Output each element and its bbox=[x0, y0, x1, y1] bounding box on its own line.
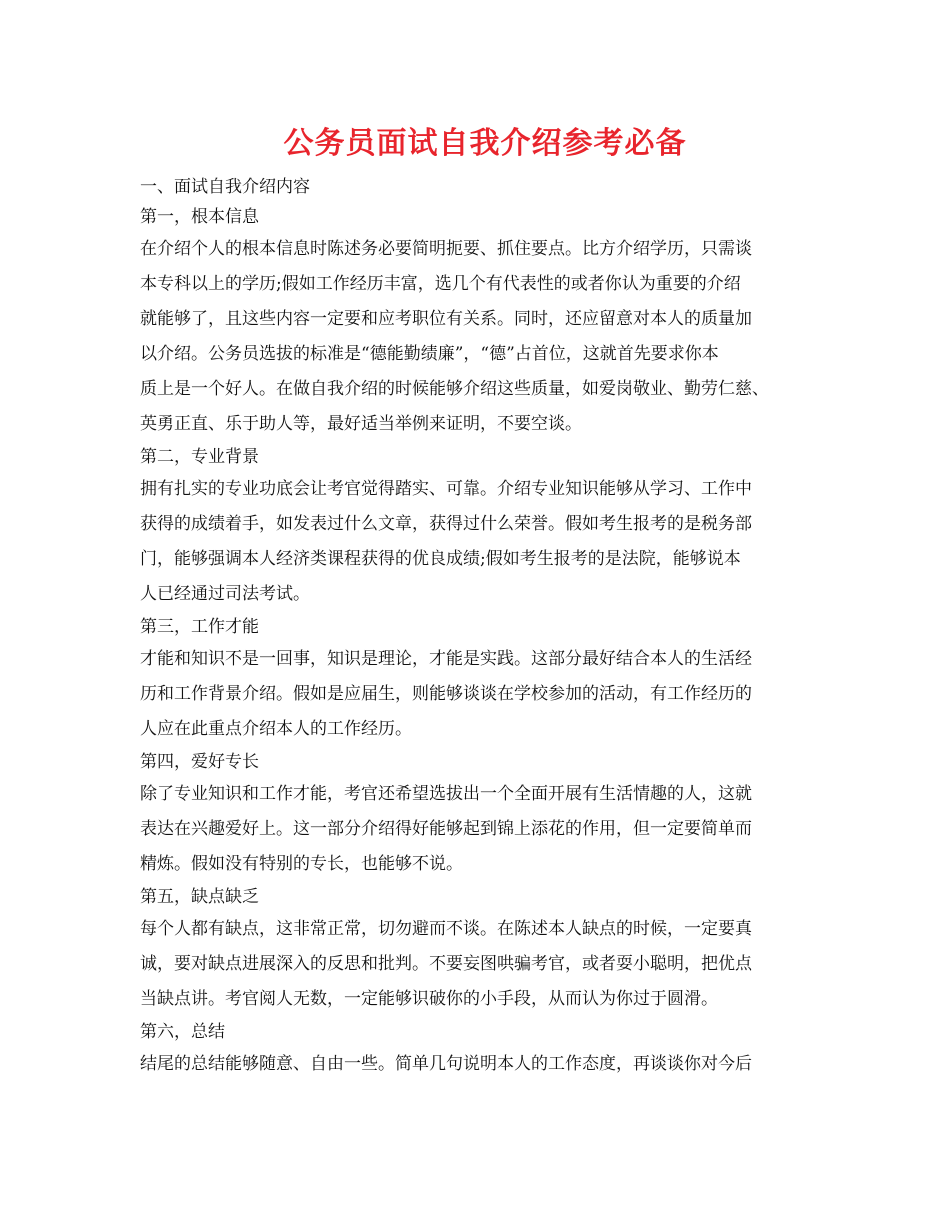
section-heading: 一、面试自我介绍内容 bbox=[140, 177, 310, 197]
paragraph bbox=[140, 472, 830, 612]
paragraph bbox=[140, 642, 830, 747]
paragraph-line: 每个人都有缺点，这非常正常，切勿避而不谈。在陈述本人缺点的时候，一定要真 bbox=[140, 919, 752, 939]
paragraph-line: 当缺点讲。考官阅人无数，一定能够识破你的小手段，从而认为你过于圆滑。 bbox=[140, 989, 718, 1009]
document-title: 公务员面试自我介绍参考必备 bbox=[283, 126, 687, 161]
paragraph-line: 人应在此重点介绍本人的工作经历。 bbox=[140, 719, 412, 739]
paragraph-line: 诚，要对缺点进展深入的反思和批判。不要妄图哄骗考官，或者耍小聪明，把优点 bbox=[140, 954, 752, 974]
subsection-heading: 第四，爱好专长 bbox=[140, 752, 259, 772]
subsection-heading: 第二，专业背景 bbox=[140, 447, 259, 467]
paragraph-line: 质上是一个好人。在做自我介绍的时候能够介绍这些质量，如爱岗敬业、勤劳仁慈、 bbox=[140, 379, 769, 399]
paragraph-line: 表达在兴趣爱好上。这一部分介绍得好能够起到锦上添花的作用，但一定要简单而 bbox=[140, 819, 752, 839]
paragraph bbox=[140, 912, 830, 1017]
paragraph-line: 才能和知识不是一回事，知识是理论，才能是实践。这部分最好结合本人的生活经 bbox=[140, 649, 752, 669]
paragraph-line: 本专科以上的学历;假如工作经历丰富，选几个有代表性的或者你认为重要的介绍 bbox=[140, 274, 741, 294]
subsection-heading: 第一，根本信息 bbox=[140, 207, 259, 227]
paragraph bbox=[140, 1047, 830, 1082]
paragraph-line: 人已经通过司法考试。 bbox=[140, 584, 310, 604]
paragraph-line: 除了专业知识和工作才能，考官还希望选拔出一个全面开展有生活情趣的人，这就 bbox=[140, 784, 752, 804]
paragraph bbox=[140, 232, 830, 442]
paragraph-line: 门，能够强调本人经济类课程获得的优良成绩;假如考生报考的是法院，能够说本 bbox=[140, 549, 741, 569]
subsection-heading: 第三，工作才能 bbox=[140, 617, 259, 637]
paragraph-line: 拥有扎实的专业功底会让考官觉得踏实、可靠。介绍专业知识能够从学习、工作中 bbox=[140, 479, 752, 499]
paragraph-line: 在介绍个人的根本信息时陈述务必要简明扼要、抓住要点。比方介绍学历，只需谈 bbox=[140, 239, 752, 259]
paragraph-line: 获得的成绩着手，如发表过什么文章，获得过什么荣誉。假如考生报考的是税务部 bbox=[140, 514, 752, 534]
content-blocks bbox=[140, 202, 830, 1082]
paragraph-line: 历和工作背景介绍。假如是应届生，则能够谈谈在学校参加的活动，有工作经历的 bbox=[140, 684, 752, 704]
subsection-heading: 第六，总结 bbox=[140, 1022, 225, 1042]
paragraph-line: 精炼。假如没有特别的专长，也能够不说。 bbox=[140, 854, 463, 874]
paragraph-line: 就能够了，且这些内容一定要和应考职位有关系。同时，还应留意对本人的质量加 bbox=[140, 309, 752, 329]
paragraph bbox=[140, 777, 830, 882]
paragraph-line: 以介绍。公务员选拔的标准是“德能勤绩廉”，“德”占首位，这就首先要求你本 bbox=[140, 344, 719, 364]
paragraph-line: 结尾的总结能够随意、自由一些。简单几句说明本人的工作态度，再谈谈你对今后 bbox=[140, 1054, 752, 1074]
subsection-heading: 第五，缺点缺乏 bbox=[140, 887, 259, 907]
paragraph-line: 英勇正直、乐于助人等，最好适当举例来证明，不要空谈。 bbox=[140, 414, 582, 434]
